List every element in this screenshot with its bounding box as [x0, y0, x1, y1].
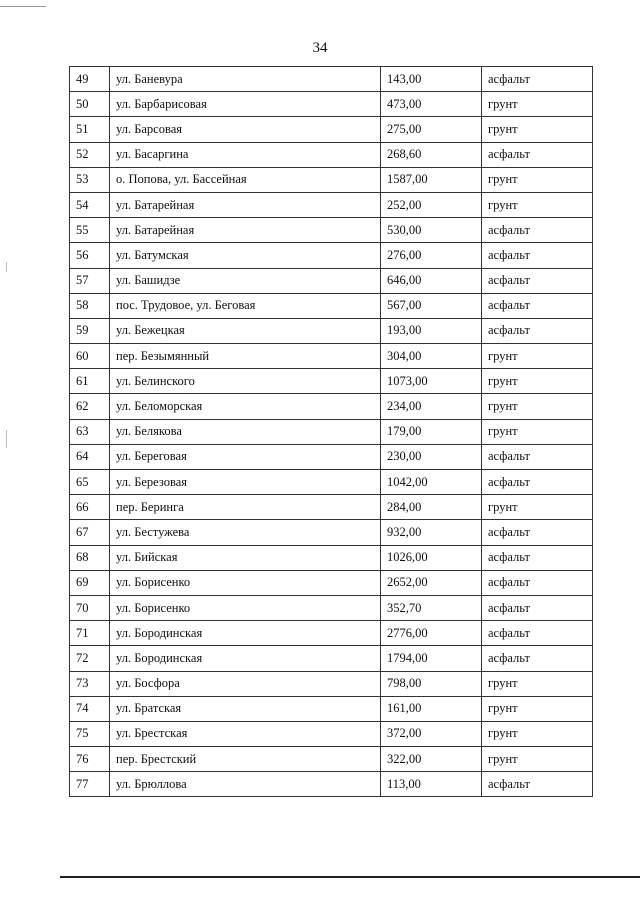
row-number-cell: 65	[70, 470, 110, 495]
table-row	[70, 545, 593, 570]
table-row	[70, 293, 593, 318]
page-number: 34	[312, 40, 328, 56]
table-row	[70, 495, 593, 520]
street-name-cell: ул. Березовая	[110, 470, 381, 495]
street-name-cell: ул. Беломорская	[110, 394, 381, 419]
surface-type-cell: асфальт	[482, 595, 593, 620]
row-number-cell: 66	[70, 495, 110, 520]
surface-type-cell: грунт	[482, 117, 593, 142]
table-row	[70, 318, 593, 343]
surface-type-cell: асфальт	[482, 570, 593, 595]
table-row	[70, 721, 593, 746]
row-number-cell: 73	[70, 671, 110, 696]
top-scan-line	[0, 6, 46, 7]
street-name-cell: ул. Баневура	[110, 67, 381, 92]
surface-type-cell: грунт	[482, 671, 593, 696]
street-name-cell: ул. Барбарисовая	[110, 92, 381, 117]
row-number-cell: 72	[70, 646, 110, 671]
surface-type-cell: асфальт	[482, 520, 593, 545]
street-name-cell: о. Попова, ул. Бассейная	[110, 167, 381, 192]
length-cell: 2652,00	[381, 570, 482, 595]
surface-type-cell: асфальт	[482, 621, 593, 646]
table-row	[70, 243, 593, 268]
surface-type-cell: грунт	[482, 92, 593, 117]
street-name-cell: ул. Батарейная	[110, 218, 381, 243]
table-row	[70, 394, 593, 419]
surface-type-cell: асфальт	[482, 293, 593, 318]
surface-type-cell: грунт	[482, 192, 593, 217]
surface-type-cell: асфальт	[482, 470, 593, 495]
row-number-cell: 53	[70, 167, 110, 192]
row-number-cell: 58	[70, 293, 110, 318]
row-number-cell: 74	[70, 696, 110, 721]
street-name-cell: ул. Брестская	[110, 721, 381, 746]
street-name-cell: ул. Брюллова	[110, 772, 381, 797]
row-number-cell: 75	[70, 721, 110, 746]
length-cell: 230,00	[381, 444, 482, 469]
table-row	[70, 470, 593, 495]
length-cell: 372,00	[381, 721, 482, 746]
length-cell: 1026,00	[381, 545, 482, 570]
street-name-cell: ул. Бийская	[110, 545, 381, 570]
table-row	[70, 419, 593, 444]
length-cell: 567,00	[381, 293, 482, 318]
street-name-cell: ул. Башидзе	[110, 268, 381, 293]
length-cell: 646,00	[381, 268, 482, 293]
table-row	[70, 369, 593, 394]
bottom-rule	[60, 876, 640, 878]
street-name-cell: ул. Босфора	[110, 671, 381, 696]
table-row	[70, 570, 593, 595]
row-number-cell: 52	[70, 142, 110, 167]
street-name-cell: пер. Безымянный	[110, 344, 381, 369]
row-number-cell: 51	[70, 117, 110, 142]
row-number-cell: 49	[70, 67, 110, 92]
length-cell: 1073,00	[381, 369, 482, 394]
street-name-cell: ул. Борисенко	[110, 595, 381, 620]
row-number-cell: 76	[70, 747, 110, 772]
row-number-cell: 68	[70, 545, 110, 570]
surface-type-cell: грунт	[482, 344, 593, 369]
length-cell: 268,60	[381, 142, 482, 167]
street-name-cell: ул. Бежецкая	[110, 318, 381, 343]
street-name-cell: ул. Барсовая	[110, 117, 381, 142]
length-cell: 322,00	[381, 747, 482, 772]
surface-type-cell: грунт	[482, 721, 593, 746]
length-cell: 1794,00	[381, 646, 482, 671]
row-number-cell: 55	[70, 218, 110, 243]
table-row	[70, 192, 593, 217]
length-cell: 252,00	[381, 192, 482, 217]
length-cell: 304,00	[381, 344, 482, 369]
length-cell: 275,00	[381, 117, 482, 142]
row-number-cell: 70	[70, 595, 110, 620]
table-row	[70, 167, 593, 192]
surface-type-cell: асфальт	[482, 142, 593, 167]
length-cell: 1587,00	[381, 167, 482, 192]
street-name-cell: ул. Батумская	[110, 243, 381, 268]
row-number-cell: 63	[70, 419, 110, 444]
table-row	[70, 621, 593, 646]
row-number-cell: 67	[70, 520, 110, 545]
table-row	[70, 520, 593, 545]
row-number-cell: 71	[70, 621, 110, 646]
row-number-cell: 54	[70, 192, 110, 217]
surface-type-cell: грунт	[482, 747, 593, 772]
table-row	[70, 218, 593, 243]
length-cell: 276,00	[381, 243, 482, 268]
row-number-cell: 62	[70, 394, 110, 419]
table-row	[70, 444, 593, 469]
table-body	[70, 67, 593, 797]
street-name-cell: ул. Братская	[110, 696, 381, 721]
surface-type-cell: грунт	[482, 369, 593, 394]
length-cell: 143,00	[381, 67, 482, 92]
surface-type-cell: асфальт	[482, 444, 593, 469]
table-row	[70, 344, 593, 369]
table-row	[70, 67, 593, 92]
length-cell: 473,00	[381, 92, 482, 117]
street-name-cell: ул. Береговая	[110, 444, 381, 469]
surface-type-cell: асфальт	[482, 646, 593, 671]
table-row	[70, 646, 593, 671]
left-edge-mark	[6, 262, 7, 272]
row-number-cell: 60	[70, 344, 110, 369]
table-row	[70, 747, 593, 772]
length-cell: 193,00	[381, 318, 482, 343]
row-number-cell: 56	[70, 243, 110, 268]
length-cell: 352,70	[381, 595, 482, 620]
surface-type-cell: грунт	[482, 419, 593, 444]
street-name-cell: ул. Белякова	[110, 419, 381, 444]
table-row	[70, 772, 593, 797]
surface-type-cell: асфальт	[482, 243, 593, 268]
length-cell: 798,00	[381, 671, 482, 696]
row-number-cell: 61	[70, 369, 110, 394]
surface-type-cell: грунт	[482, 495, 593, 520]
length-cell: 1042,00	[381, 470, 482, 495]
row-number-cell: 57	[70, 268, 110, 293]
street-name-cell: пер. Беринга	[110, 495, 381, 520]
surface-type-cell: асфальт	[482, 218, 593, 243]
row-number-cell: 69	[70, 570, 110, 595]
surface-type-cell: грунт	[482, 696, 593, 721]
table-row	[70, 671, 593, 696]
street-name-cell: ул. Белинского	[110, 369, 381, 394]
length-cell: 530,00	[381, 218, 482, 243]
table-row	[70, 92, 593, 117]
surface-type-cell: грунт	[482, 394, 593, 419]
surface-type-cell: грунт	[482, 167, 593, 192]
street-name-cell: ул. Басаргина	[110, 142, 381, 167]
row-number-cell: 59	[70, 318, 110, 343]
row-number-cell: 64	[70, 444, 110, 469]
street-name-cell: ул. Бестужева	[110, 520, 381, 545]
street-name-cell: ул. Борисенко	[110, 570, 381, 595]
length-cell: 2776,00	[381, 621, 482, 646]
surface-type-cell: асфальт	[482, 67, 593, 92]
row-number-cell: 50	[70, 92, 110, 117]
row-number-cell: 77	[70, 772, 110, 797]
table-row	[70, 696, 593, 721]
street-name-cell: пос. Трудовое, ул. Беговая	[110, 293, 381, 318]
length-cell: 179,00	[381, 419, 482, 444]
table-row	[70, 142, 593, 167]
street-name-cell: ул. Бородинская	[110, 646, 381, 671]
left-edge-mark	[6, 430, 7, 448]
streets-table	[69, 66, 593, 797]
table-row	[70, 268, 593, 293]
street-name-cell: пер. Брестский	[110, 747, 381, 772]
table-row	[70, 595, 593, 620]
length-cell: 932,00	[381, 520, 482, 545]
length-cell: 161,00	[381, 696, 482, 721]
surface-type-cell: асфальт	[482, 772, 593, 797]
street-name-cell: ул. Батарейная	[110, 192, 381, 217]
table-row	[70, 117, 593, 142]
surface-type-cell: асфальт	[482, 268, 593, 293]
street-name-cell: ул. Бородинская	[110, 621, 381, 646]
length-cell: 234,00	[381, 394, 482, 419]
length-cell: 113,00	[381, 772, 482, 797]
length-cell: 284,00	[381, 495, 482, 520]
surface-type-cell: асфальт	[482, 545, 593, 570]
surface-type-cell: асфальт	[482, 318, 593, 343]
